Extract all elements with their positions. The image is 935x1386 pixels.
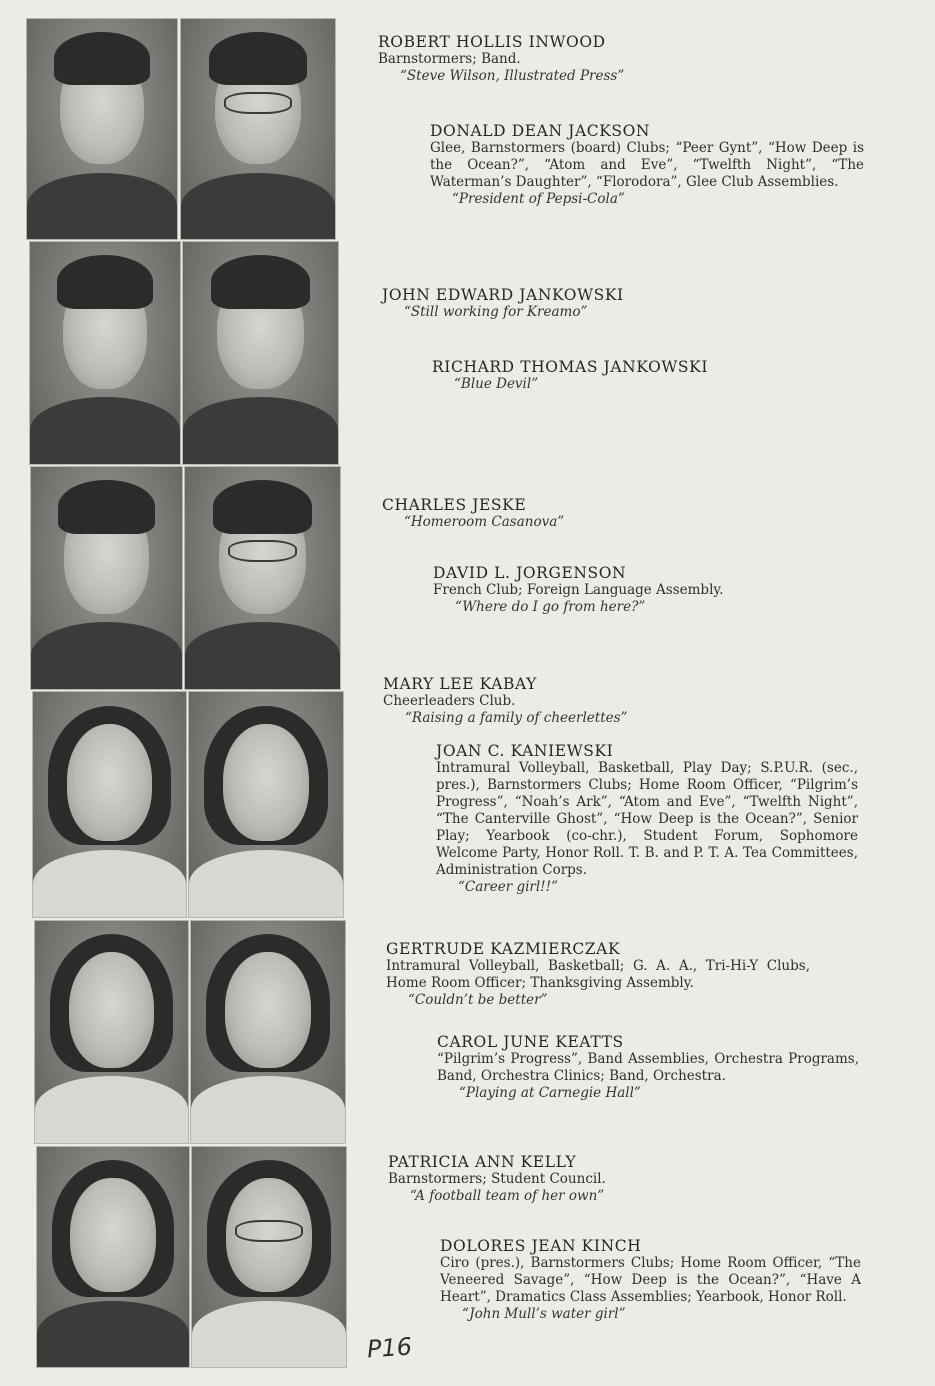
student-quote: “Still working for Kreamo”: [404, 304, 588, 320]
student-activities: Barnstormers; Band.: [378, 51, 521, 67]
student-quote: “Blue Devil”: [454, 376, 539, 392]
student-activities: French Club; Foreign Language Assembly.: [433, 582, 724, 598]
student-quote: “Career girl!!”: [458, 879, 558, 895]
portrait-carol-keatts: [190, 920, 346, 1144]
student-quote: “A football team of her own”: [410, 1188, 605, 1204]
student-activities: Intramural Volleyball, Basketball; G. A. A., Tri-Hi-Y Clubs, Home Room Officer; Thanksgiving Assembly.: [386, 958, 810, 991]
entry-inwood: [378, 33, 858, 85]
portrait-donald-jackson: [180, 18, 336, 240]
student-quote: “Couldn’t be better”: [408, 992, 548, 1008]
portrait-david-jorgenson: [184, 466, 341, 690]
entry-kelly: [388, 1153, 858, 1205]
entry-kaniewski: [436, 742, 858, 896]
entry-jorgenson: [433, 564, 863, 616]
student-activities: Ciro (pres.), Barnstormers Clubs; Home Room Officer, “The Veneered Savage”, “How Deep is the Ocean?”, “Have A Heart”, Dramatics Class Assemblies; Yearbook, Honor Roll.: [440, 1255, 861, 1305]
student-activities: Glee, Barnstormers (board) Clubs; “Peer Gynt”, “How Deep is the Ocean?”, “Atom and Eve”, “Twelfth Night”, “The Waterman’s Daughter”, “Florodora”, Glee Club Assemblies.: [430, 140, 864, 190]
handwritten-page-mark: P16: [366, 1332, 413, 1364]
student-quote: “Steve Wilson, Illustrated Press”: [400, 68, 625, 84]
student-activities: Barnstormers; Student Council.: [388, 1171, 606, 1187]
student-activities: Cheerleaders Club.: [383, 693, 516, 709]
student-name: RICHARD THOMAS JANKOWSKI: [432, 358, 709, 376]
student-name: DAVID L. JORGENSON: [433, 564, 627, 582]
student-name: GERTRUDE KAZMIERCZAK: [386, 940, 621, 958]
entry-kinch: [440, 1237, 861, 1323]
portrait-gertrude-kazmierczak: [34, 920, 189, 1144]
student-name: DOLORES JEAN KINCH: [440, 1237, 642, 1255]
entry-kazmierczak: [386, 940, 810, 1009]
portrait-patricia-kelly: [36, 1146, 190, 1368]
student-name: MARY LEE KABAY: [383, 675, 537, 693]
portrait-richard-jankowski: [182, 241, 339, 465]
student-quote: “Where do I go from here?”: [455, 599, 646, 615]
entry-jackson: [430, 122, 864, 208]
student-activities: Intramural Volleyball, Basketball, Play Day; S.P.U.R. (sec., pres.), Barnstormers Clubs; Home Room Officer, “Pilgrim’s Progress”, “Noah’s Ark”, “Atom and Eve”, “Twelfth Night”, “The Canterville Ghost”, “How Deep is the Ocean?”, Senior Play; Yearbook (co-chr.), Student Forum, Sophomore Welcome Party, Honor Roll. T. B. and P. T. A. Tea Committees, Administration Corps.: [436, 760, 858, 878]
student-activities: “Pilgrim’s Progress”, Band Assemblies, Orchestra Programs, Band, Orchestra Clinics; Band, Orchestra.: [437, 1051, 859, 1084]
portrait-charles-jeske: [30, 466, 183, 690]
entry-jeske: [382, 496, 852, 531]
entry-john-jankowski: [382, 286, 852, 321]
portrait-dolores-kinch: [191, 1146, 347, 1368]
portrait-robert-inwood: [26, 18, 178, 240]
student-name: PATRICIA ANN KELLY: [388, 1153, 577, 1171]
portrait-john-jankowski: [29, 241, 181, 465]
student-quote: “John Mull’s water girl”: [462, 1306, 626, 1322]
entry-keatts: [437, 1033, 859, 1102]
student-quote: “Playing at Carnegie Hall”: [459, 1085, 641, 1101]
student-name: CHARLES JESKE: [382, 496, 527, 514]
entry-richard-jankowski: [432, 358, 862, 393]
portrait-joan-kaniewski: [188, 691, 344, 918]
student-name: JOHN EDWARD JANKOWSKI: [382, 286, 624, 304]
student-name: DONALD DEAN JACKSON: [430, 122, 651, 140]
student-name: JOAN C. KANIEWSKI: [436, 742, 614, 760]
student-quote: “Homeroom Casanova”: [404, 514, 565, 530]
student-name: CAROL JUNE KEATTS: [437, 1033, 624, 1051]
portrait-mary-kabay: [32, 691, 187, 918]
student-name: ROBERT HOLLIS INWOOD: [378, 33, 606, 51]
entry-kabay: [383, 675, 853, 727]
student-quote: “President of Pepsi-Cola”: [452, 191, 625, 207]
student-quote: “Raising a family of cheerlettes”: [405, 710, 628, 726]
